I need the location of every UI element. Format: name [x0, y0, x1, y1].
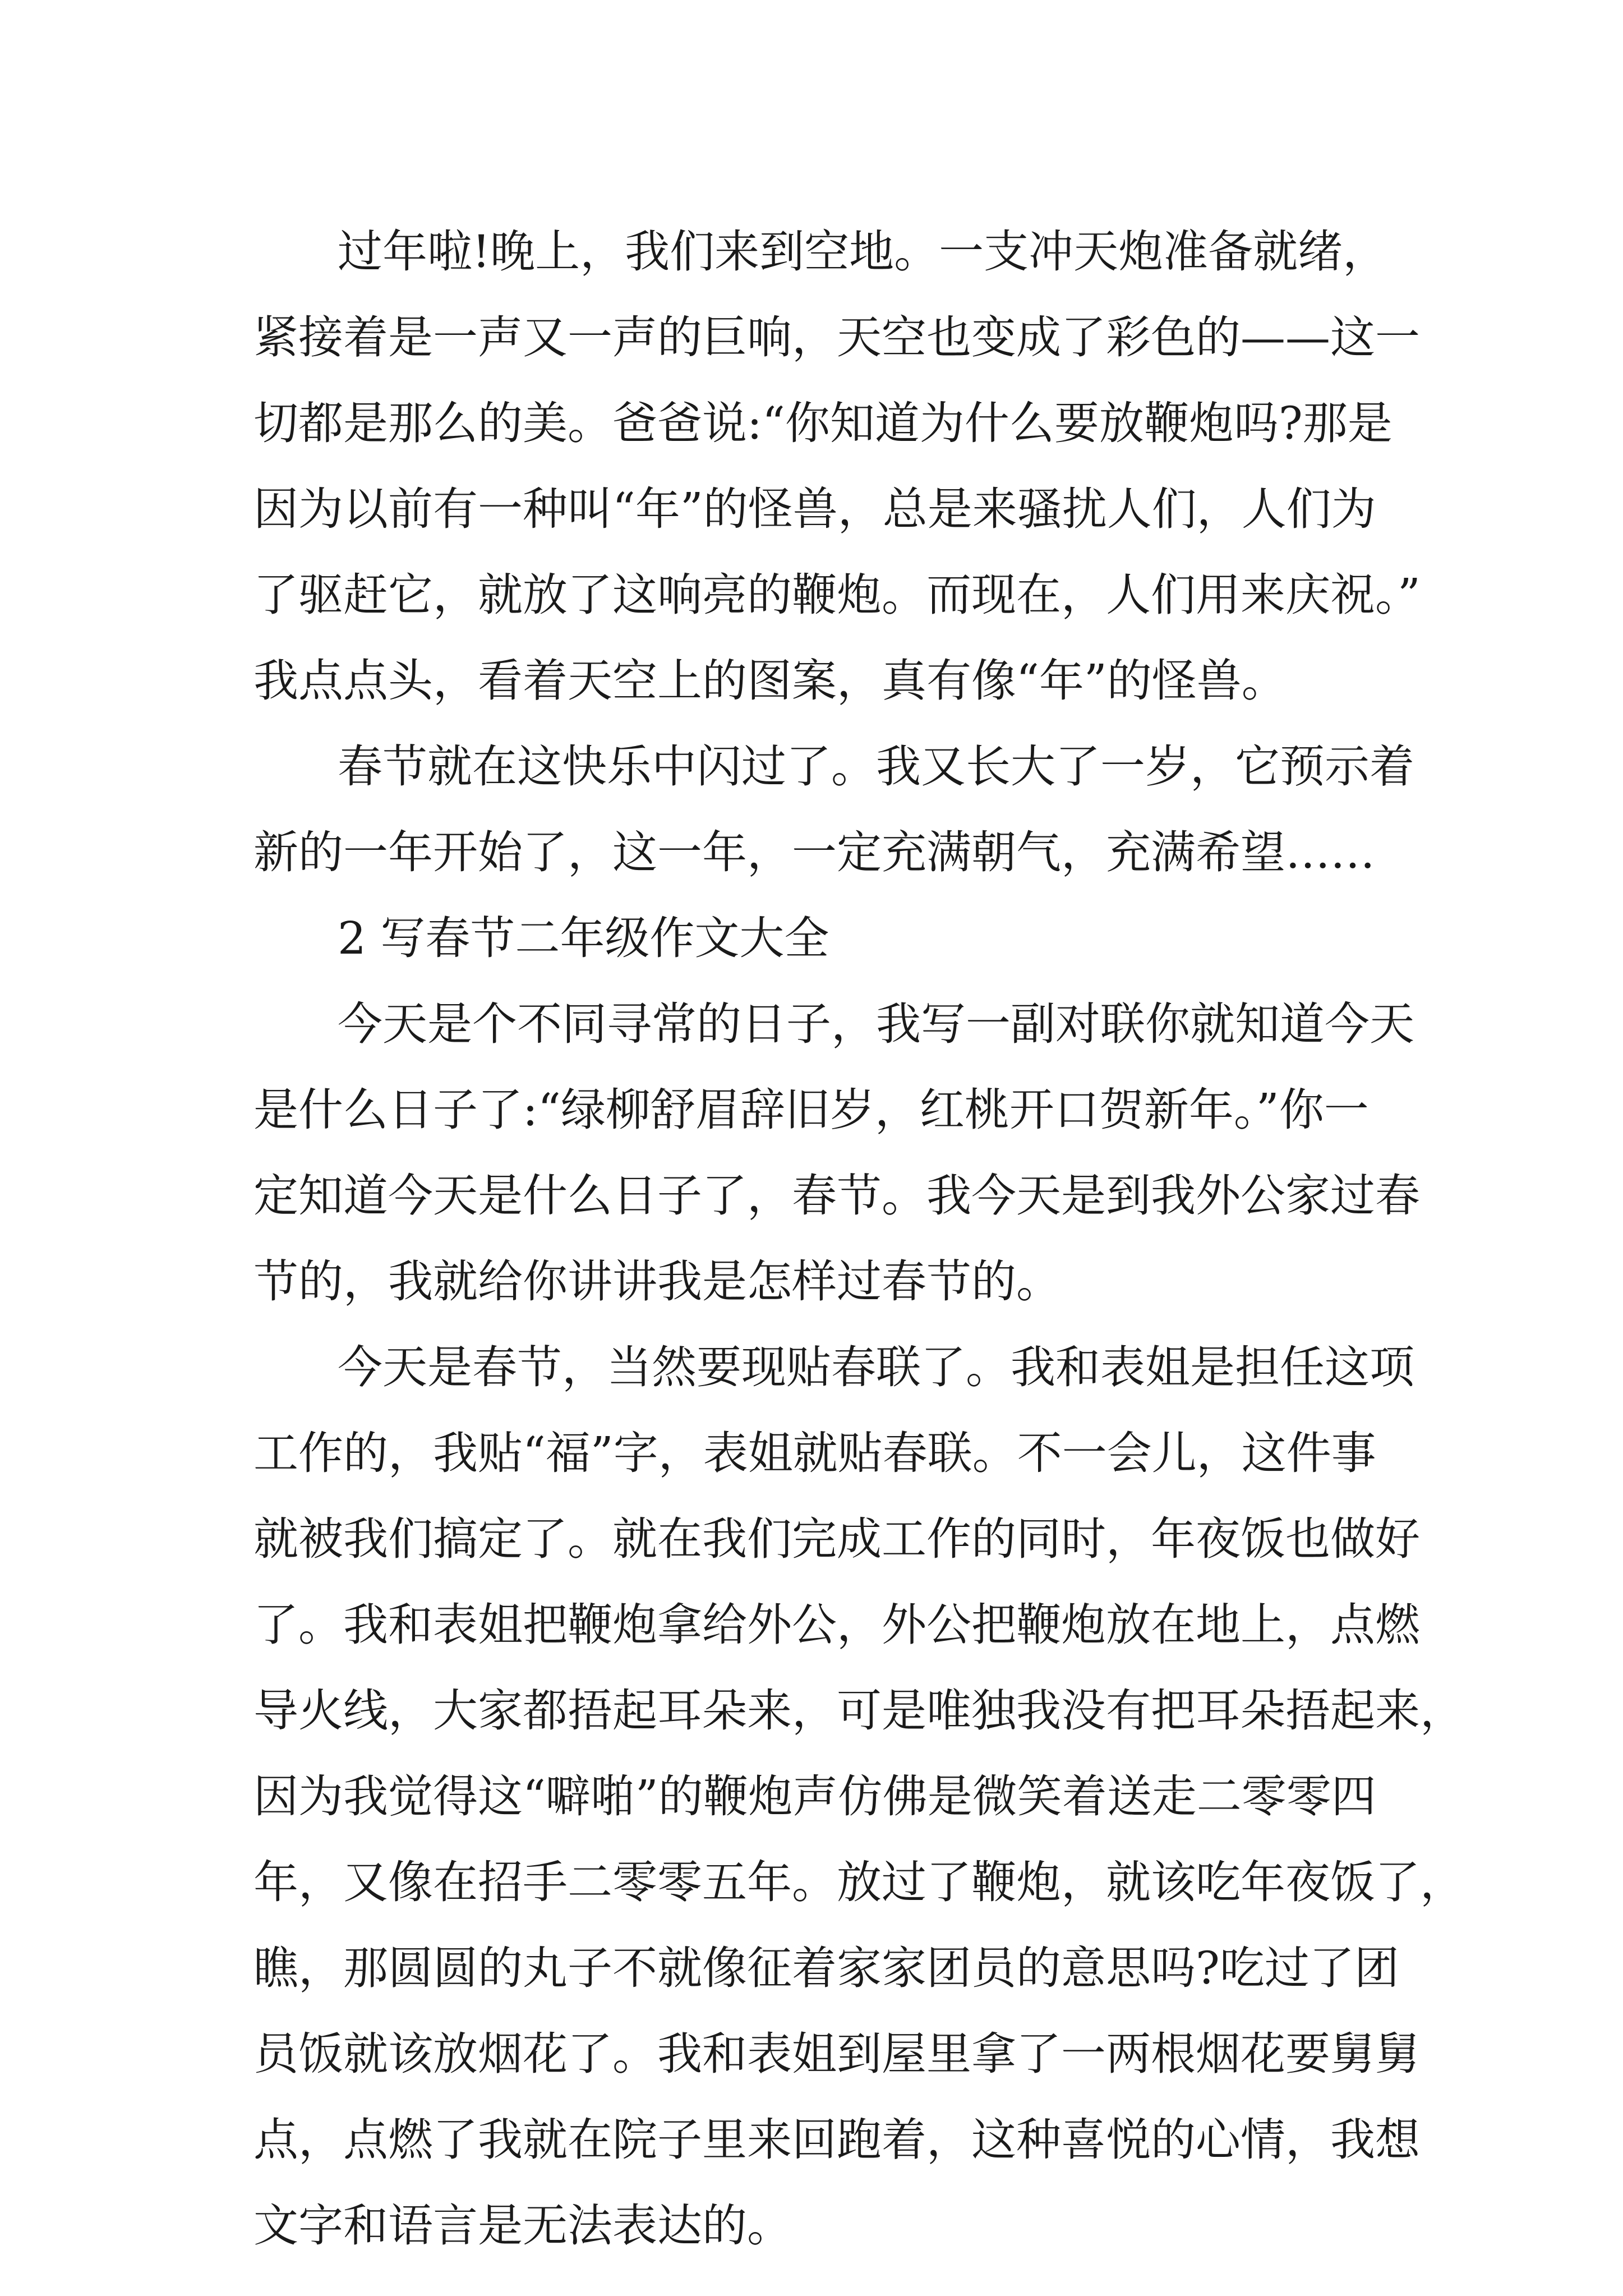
paragraph-line: 因为我觉得这“噼啪”的鞭炮声仿佛是微笑着送走二零零四	[253, 1770, 1376, 1823]
paragraph-line: 工作的，我贴“福”字，表姐就贴春联。不一会儿，这件事	[253, 1427, 1376, 1479]
paragraph-line: 春节就在这快乐中闪过了。我又长大了一岁，它预示着	[338, 740, 1414, 793]
section-heading: 2 写春节二年级作文大全	[338, 912, 829, 964]
paragraph-line: 了。我和表姐把鞭炮拿给外公，外公把鞭炮放在地上，点燃	[253, 1599, 1420, 1651]
paragraph-line: 员饭就该放烟花了。我和表姐到屋里拿了一两根烟花要舅舅	[253, 2028, 1420, 2080]
paragraph-line: 今天是个不同寻常的日子，我写一副对联你就知道今天	[338, 998, 1414, 1050]
paragraph-line: 因为以前有一种叫“年”的怪兽，总是来骚扰人们，人们为	[253, 483, 1376, 535]
paragraph-line: 定知道今天是什么日子了，春节。我今天是到我外公家过春	[253, 1170, 1420, 1222]
paragraph-line: 我点点头，看着天空上的图案，真有像“年”的怪兽。	[253, 655, 1287, 707]
paragraph-line: 节的，我就给你讲讲我是怎样过春节的。	[253, 1255, 1061, 1308]
paragraph-line: 新的一年开始了，这一年，一定充满朝气，充满希望……	[253, 826, 1375, 878]
paragraph-line: 点，点燃了我就在院子里来回跑着，这种喜悦的心情，我想	[253, 2114, 1420, 2166]
paragraph-line: 瞧，那圆圆的丸子不就像征着家家团员的意思吗?吃过了团	[253, 1942, 1399, 1994]
document-body	[253, 209, 1465, 2269]
paragraph-line: 是什么日子了:“绿柳舒眉辞旧岁，红桃开口贺新年。”你一	[253, 1084, 1369, 1136]
paragraph-line: 年，又像在招手二零零五年。放过了鞭炮，就该吃年夜饭了，	[253, 1856, 1465, 1908]
paragraph-line: 了驱赶它，就放了这响亮的鞭炮。而现在，人们用来庆祝。”	[253, 569, 1421, 621]
paragraph-line: 导火线，大家都捂起耳朵来，可是唯独我没有把耳朵捂起来，	[253, 1685, 1465, 1737]
paragraph-line: 切都是那么的美。爸爸说:“你知道为什么要放鞭炮吗?那是	[253, 397, 1393, 449]
paragraph-line: 今天是春节，当然要现贴春联了。我和表姐是担任这项	[338, 1341, 1414, 1393]
paragraph-line: 文字和语言是无法表达的。	[253, 2200, 792, 2252]
paragraph-line: 紧接着是一声又一声的巨响，天空也变成了彩色的——这一	[253, 311, 1420, 364]
paragraph-line: 就被我们搞定了。就在我们完成工作的同时，年夜饭也做好	[253, 1513, 1420, 1565]
paragraph-line: 过年啦!晚上，我们来到空地。一支冲天炮准备就绪，	[338, 226, 1388, 278]
